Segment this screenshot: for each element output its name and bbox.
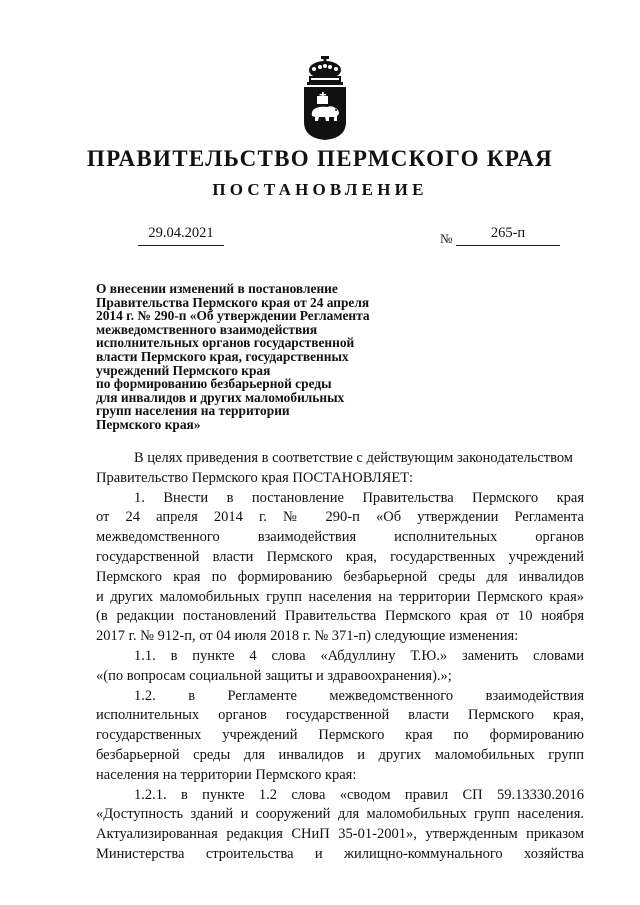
- body-line: (в редакции постановлений Правительства Пермского края от 10 ноября: [96, 608, 584, 625]
- body-line: государственной власти Пермского края, государственных учреждений: [96, 548, 584, 565]
- body-line: государственных учреждений Пермского края по формированию: [96, 727, 584, 744]
- subject-line: Правительства Пермского края от 24 апреля: [96, 294, 370, 310]
- body-line: 1.2. в Регламенте межведомственного взаимодействия: [134, 687, 584, 704]
- subject-line: О внесении изменений в постановление: [96, 281, 338, 296]
- subject-line: Пермского края»: [96, 416, 201, 432]
- body-line: и других маломобильных групп населения на территории Пермского края»: [96, 588, 584, 605]
- document-number: 265-п: [456, 225, 560, 246]
- body-line: 1.2.1. в пункте 1.2 слова «сводом правил СП 59.13330.2016: [134, 786, 584, 803]
- number-sign: №: [440, 231, 453, 246]
- body-line: Правительство Пермского края ПОСТАНОВЛЯЕТ:: [96, 469, 414, 486]
- coat-of-arms-icon: [299, 56, 351, 140]
- subject-line: для инвалидов и других маломобильных: [96, 389, 345, 405]
- subject-line: учреждений Пермского края: [96, 362, 271, 378]
- body-line: 1.1. в пункте 4 слова «Абдуллину Т.Ю.» заменить словами: [134, 647, 584, 664]
- document-body: [96, 449, 584, 865]
- subject-line: групп населения на территории: [96, 403, 290, 419]
- body-line: В целях приведения в соответствие с действующим законодательством: [134, 450, 573, 466]
- document-date: 29.04.2021: [138, 225, 224, 246]
- body-line: исполнительных органов государственной власти Пермского края,: [96, 707, 584, 724]
- subject-line: исполнительных органов государственной: [96, 335, 355, 351]
- body-line: безбарьерной среды для инвалидов и других маломобильных групп: [96, 746, 584, 763]
- body-line: 1. Внести в постановление Правительства Пермского края: [134, 489, 584, 506]
- body-line: от 24 апреля 2014 г. № 290-п «Об утверждении Регламента: [96, 509, 584, 526]
- government-title: ПРАВИТЕЛЬСТВО ПЕРМСКОГО КРАЯ: [86, 146, 554, 171]
- subject-line: 2014 г. № 290-п «Об утверждении Регламента: [96, 308, 370, 324]
- body-line: межведомственного взаимодействия исполнительных органов: [96, 529, 584, 546]
- body-line: Актуализированная редакция СНиП 35-01-2001», утвержденным приказом: [96, 826, 584, 843]
- body-line: «Доступность зданий и сооружений для маломобильных групп населения.: [96, 806, 584, 823]
- subject-line: межведомственного взаимодействия: [96, 321, 318, 337]
- body-line: населения на территории Пермского края:: [96, 766, 357, 783]
- body-line: 2017 г. № 912-п, от 04 июля 2018 г. № 371-п) следующие изменения:: [96, 628, 519, 645]
- document-subject: [96, 282, 370, 432]
- body-line: «(по вопросам социальной защиты и здравоохранения).»;: [96, 667, 452, 684]
- subject-line: по формированию безбарьерной среды: [96, 376, 332, 392]
- subject-line: власти Пермского края, государственных: [96, 348, 349, 364]
- document-type: ПОСТАНОВЛЕНИЕ: [212, 180, 428, 199]
- body-line: Министерства строительства и жилищно-коммунального хозяйства: [96, 845, 584, 862]
- body-line: Пермского края по формированию безбарьерной среды для инвалидов: [96, 568, 584, 585]
